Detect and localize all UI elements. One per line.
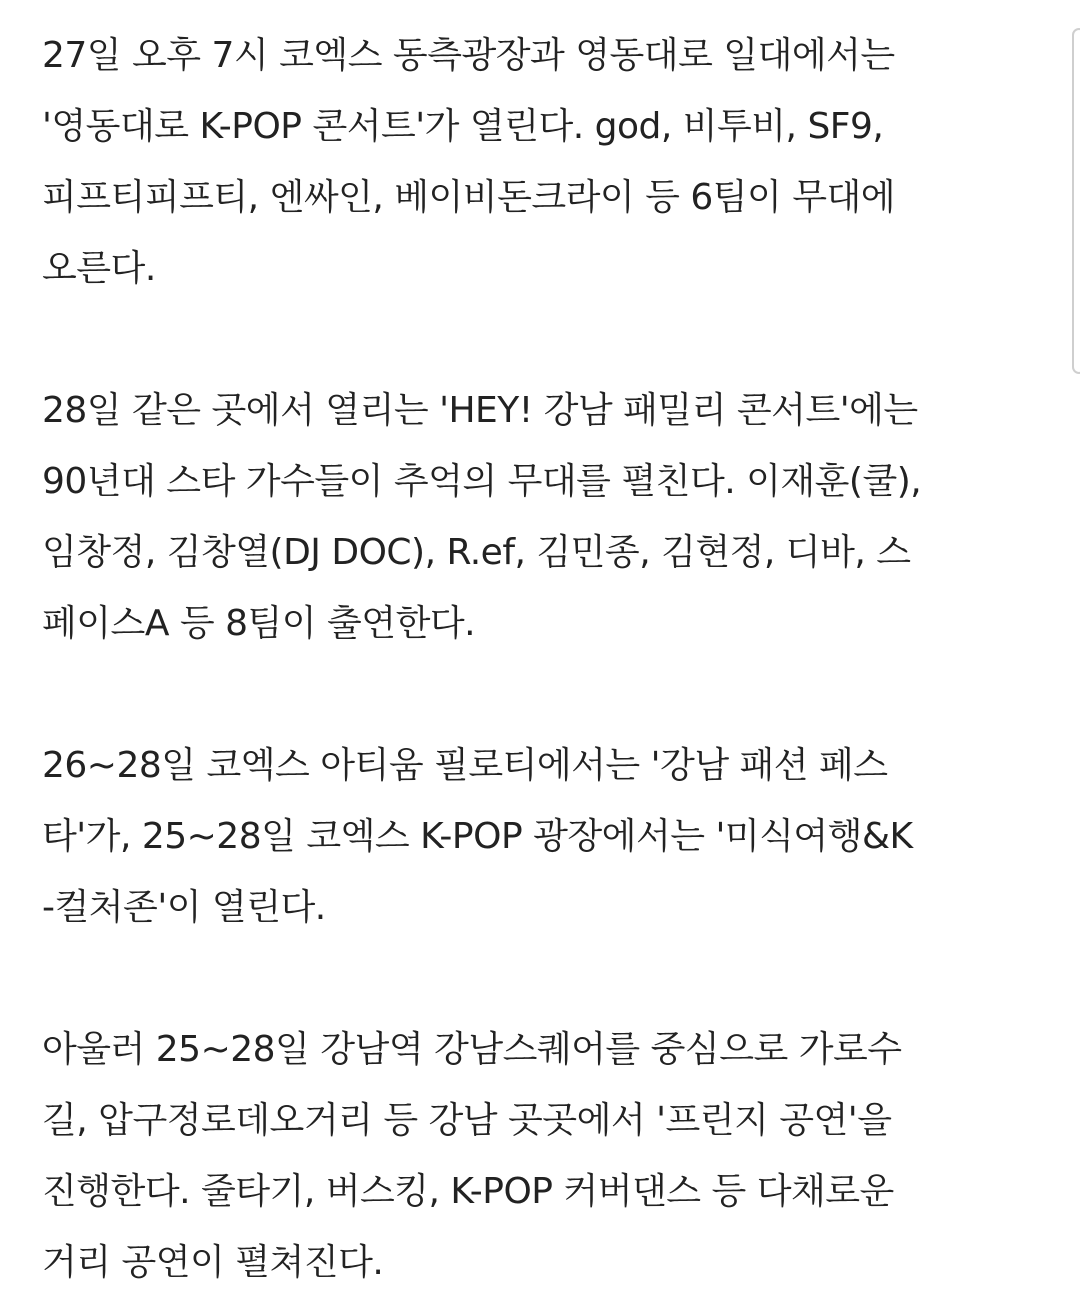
paragraph-family-concert — [42, 375, 1042, 659]
text-line: 28일 같은 곳에서 열리는 'HEY! 강남 패밀리 콘서트'에는 — [42, 390, 918, 431]
article-body — [42, 20, 1042, 1298]
text-line: 아울러 25~28일 강남역 강남스퀘어를 중심으로 가로수 — [42, 1029, 902, 1070]
paragraph-fringe-performance — [42, 1014, 1042, 1298]
text-line: 오른다. — [42, 248, 156, 289]
text-line: 임창정, 김창열(DJ DOC), R.ef, 김민종, 김현정, 디바, 스 — [42, 532, 911, 573]
text-line: 26~28일 코엑스 아티움 필로티에서는 '강남 패션 페스 — [42, 745, 888, 786]
text-line: 피프티피프티, 엔싸인, 베이비돈크라이 등 6팀이 무대에 — [42, 177, 896, 218]
text-line: -컬처존'이 열린다. — [42, 887, 326, 928]
text-line: 거리 공연이 펼쳐진다. — [42, 1242, 384, 1283]
text-line: 27일 오후 7시 코엑스 동측광장과 영동대로 일대에서는 — [42, 35, 895, 76]
scrollbar-thumb[interactable] — [1072, 28, 1080, 374]
text-line: 90년대 스타 가수들이 추억의 무대를 펼친다. 이재훈(쿨), — [42, 461, 922, 502]
text-line: 타'가, 25~28일 코엑스 K-POP 광장에서는 '미식여행&K — [42, 816, 913, 857]
paragraph-k-pop-concert — [42, 20, 1042, 304]
paragraph-fashion-festa — [42, 730, 1042, 943]
text-line: 페이스A 등 8팀이 출연한다. — [42, 603, 476, 644]
text-line: 진행한다. 줄타기, 버스킹, K-POP 커버댄스 등 다채로운 — [42, 1171, 894, 1212]
text-line: 길, 압구정로데오거리 등 강남 곳곳에서 '프린지 공연'을 — [42, 1100, 892, 1141]
text-line: '영동대로 K-POP 콘서트'가 열린다. god, 비투비, SF9, — [42, 106, 884, 147]
